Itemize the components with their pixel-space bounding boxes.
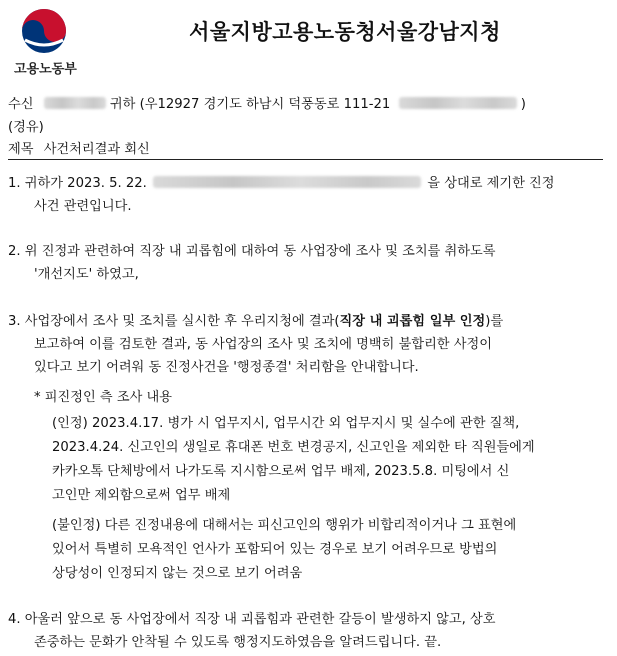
admitted-line-2: 2023.4.24. 신고인의 생일로 휴대폰 번호 변경공지, 신고인을 제외한 타 직원들에게 [52, 440, 535, 455]
not-admitted-line-1: (불인정) 다른 진정내용에 대해서는 피신고인의 행위가 비합리적이거나 그 표현에 [52, 518, 517, 533]
recipient-address-close: ) [520, 97, 526, 112]
paragraph-4-line-2: 존중하는 문화가 안착될 수 있도록 행정지도하였음을 알려드립니다. 끝. [34, 635, 442, 650]
header-divider [8, 159, 603, 160]
paragraph-3-line-3: 있다고 보기 어려워 동 진정사건을 '행정종결' 처리함을 안내합니다. [34, 360, 419, 375]
taegeuk-emblem-icon [19, 6, 69, 56]
redacted-address-detail [399, 97, 517, 109]
paragraph-1-line-2: 사건 관련입니다. [34, 199, 132, 214]
p3-bold-result: 직장 내 괴롭힘 일부 인정 [339, 314, 486, 329]
ministry-name: 고용노동부 [14, 62, 77, 77]
admitted-line-1: (인정) 2023.4.17. 병가 시 업무지시, 업무시간 외 업무지시 및 실수에 관한 질책, [52, 416, 520, 431]
recipient-address: (우12927 경기도 하남시 덕풍동로 111-21 [139, 97, 391, 112]
paragraph-2-line-1: 2. 위 진정과 관련하여 직장 내 괴롭힘에 대하여 동 사업장에 조사 및 조치를 취하도록 [8, 244, 496, 259]
sub-heading: * 피진정인 측 조사 내용 [34, 390, 173, 405]
via-line: (경유) [8, 120, 44, 135]
not-admitted-line-3: 상당성이 인정되지 않는 것으로 보기 어려움 [52, 566, 303, 581]
redacted-company-name [153, 176, 421, 188]
paragraph-3-line-1 [8, 310, 503, 329]
paragraph-4-line-1: 4. 아울러 앞으로 동 사업장에서 직장 내 괴롭힘과 관련한 갈등이 발생하지 않고, 상호 [8, 612, 496, 627]
paragraph-1-line-1 [8, 172, 555, 191]
p3-text-b: )를 [485, 314, 504, 329]
office-title: 서울지방고용노동청서울강남지청 [189, 20, 501, 44]
recipient-honorific: 귀하 [109, 97, 136, 112]
admitted-line-4: 고인만 제외함으로써 업무 배제 [52, 488, 231, 503]
recipient-label: 수신 [8, 97, 34, 112]
redacted-recipient-name [44, 97, 106, 109]
p1-text-b: 을 상대로 제기한 진정 [427, 176, 555, 191]
paragraph-2-line-2: '개선지도' 하였고, [34, 267, 139, 282]
p3-text-a: 3. 사업장에서 조사 및 조치를 실시한 후 우리지청에 결과( [8, 314, 340, 329]
paragraph-3-line-2: 보고하여 이를 검토한 결과, 동 사업장의 조사 및 조치에 명백히 불합리한 사정이 [34, 337, 492, 352]
subject-line [8, 138, 150, 157]
recipient-line [8, 93, 526, 112]
subject-text: 사건처리결과 회신 [43, 142, 150, 157]
p1-text-a: 1. 귀하가 2023. 5. 22. [8, 176, 147, 191]
subject-label: 제목 [8, 142, 34, 157]
admitted-line-3: 카카오톡 단체방에서 나가도록 지시함으로써 업무 배제, 2023.5.8. 미팅에서 신 [52, 464, 510, 479]
not-admitted-line-2: 있어서 특별히 모욕적인 언사가 포함되어 있는 경우로 보기 어려우므로 방법의 [52, 542, 498, 557]
